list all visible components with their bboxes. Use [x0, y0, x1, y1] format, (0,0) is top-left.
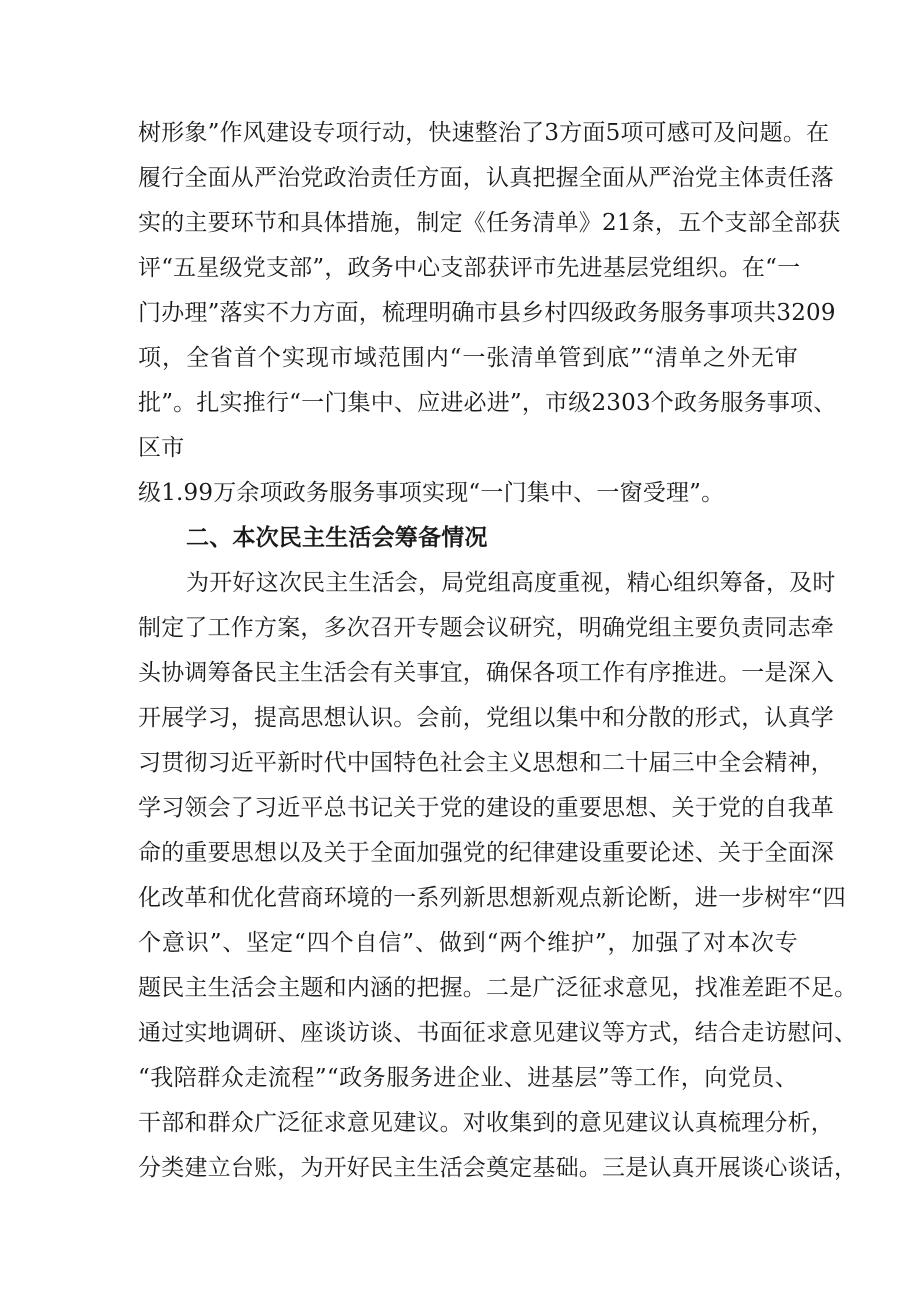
body-text-line: 习贯彻习近平新时代中国特色社会主义思想和二十届三中全会精神，: [138, 750, 834, 776]
body-text-line: 命的重要思想以及关于全面加强党的纪律建设重要论述、关于全面深: [138, 840, 834, 866]
body-text-line: 实的主要环节和具体措施，制定《任务清单》21条，五个支部全部获: [138, 210, 841, 236]
body-text-line: 分类建立台账，为开好民主生活会奠定基础。三是认真开展谈心谈话，: [138, 1155, 858, 1181]
body-text-line: 批”。扎实推行“一门集中、应进必进”，市级2303个政务服务事项、: [138, 390, 837, 416]
body-text-line: 评“五星级党支部”，政务中心支部获评市先进基层党组织。在“一: [138, 255, 801, 281]
body-text-line: 树形象”作风建设专项行动，快速整治了3方面5项可感可及问题。在: [138, 120, 830, 146]
body-text-line: 级1.99万余项政务服务事项实现“一门集中、一窗受理”。: [138, 480, 725, 506]
body-text-line: 履行全面从严治党政治责任方面，认真把握全面从严治党主体责任落: [138, 165, 834, 191]
body-text-line: 门办理”落实不力方面，梳理明确市县乡村四级政务服务事项共3209: [138, 300, 836, 326]
section-heading: 二、本次民主生活会筹备情况: [186, 524, 488, 551]
body-text-line: 头协调筹备民主生活会有关事宜，确保各项工作有序推进。一是深入: [138, 660, 834, 686]
body-text-line: 通过实地调研、座谈访谈、书面征求意见建议等方式，结合走访慰问、: [138, 1020, 858, 1046]
body-text-line: 开展学习，提高思想认识。会前，党组以集中和分散的形式，认真学: [138, 705, 834, 731]
body-text-line: 为开好这次民主生活会，局党组高度重视，精心组织筹备，及时: [186, 570, 836, 596]
body-text-line: 干部和群众广泛征求意见建议。对收集到的意见建议认真梳理分析，: [138, 1110, 834, 1136]
body-text-line: 化改革和优化营商环境的一系列新思想新观点新论断，进一步树牢“四: [138, 885, 846, 911]
body-text-line: 制定了工作方案，多次召开专题会议研究，明确党组主要负责同志牵: [138, 615, 834, 641]
body-text-line: 个意识”、坚定“四个自信”、做到“两个维护”，加强了对本次专: [138, 930, 798, 956]
body-text-line: “我陪群众走流程”“政务服务进企业、进基层”等工作，向党员、: [138, 1065, 798, 1091]
body-text-line: 项，全省首个实现市域范围内“一张清单管到底”“清单之外无审: [138, 345, 798, 371]
body-text-line: 学习领会了习近平总书记关于党的建设的重要思想、关于党的自我革: [138, 795, 834, 821]
body-text-line: 区市: [138, 435, 185, 461]
body-text-line: 题民主生活会主题和内涵的把握。二是广泛征求意见，找准差距不足。: [138, 975, 858, 1001]
